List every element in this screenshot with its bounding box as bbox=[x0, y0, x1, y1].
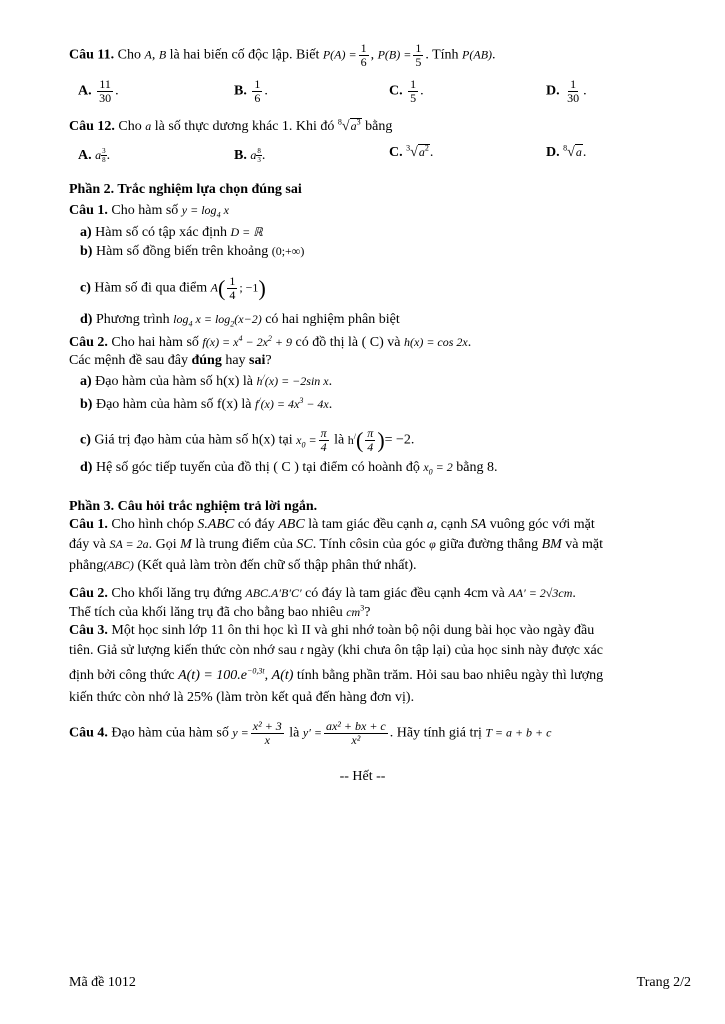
q12-option-d[interactable] bbox=[546, 143, 586, 162]
frac-num: ax² + bx + c bbox=[325, 719, 386, 733]
q11-pb-num: 1 bbox=[415, 41, 422, 55]
text: Cho khối lăng trụ đứng bbox=[111, 586, 242, 601]
x0-eq: = bbox=[308, 432, 317, 447]
text: có đáy bbox=[237, 517, 275, 532]
item-at: tại bbox=[278, 432, 293, 448]
item-frac2 bbox=[365, 427, 375, 454]
item-label: c) bbox=[80, 432, 91, 448]
math: φ bbox=[429, 537, 436, 551]
item-label: a) bbox=[80, 225, 92, 240]
p3-q3-label: Câu 3. bbox=[69, 623, 108, 638]
p3-q4-frac2 bbox=[324, 720, 388, 747]
text: giữa đường thẳng bbox=[439, 537, 539, 552]
item-label: a) bbox=[80, 374, 92, 389]
q11-pa-frac bbox=[359, 42, 369, 69]
item-end: . bbox=[328, 397, 333, 412]
p2-q2-end: . bbox=[467, 335, 472, 350]
text: phẳng bbox=[69, 558, 104, 573]
x0: x bbox=[423, 460, 429, 474]
text: là tam giác đều cạnh bbox=[308, 517, 424, 532]
p3-q3-l2 bbox=[69, 641, 603, 660]
item-text: Hàm số đi qua điểm bbox=[94, 280, 208, 296]
frac-den: x² bbox=[351, 733, 361, 747]
q12-option-a[interactable] bbox=[78, 146, 110, 170]
root-exp: 2 bbox=[424, 143, 429, 153]
root-base: a bbox=[418, 145, 425, 159]
option-exp-frac bbox=[256, 147, 262, 164]
p2-q1-func bbox=[181, 203, 229, 220]
p2-q1-c[interactable]: c) Hàm số đi qua điểm A( $\frac{1}{4}$ ; −1) bbox=[80, 274, 266, 302]
expr-prime: / bbox=[262, 373, 265, 382]
option-exp-frac bbox=[101, 147, 107, 164]
q11-option-d[interactable] bbox=[546, 78, 587, 105]
math: y′ = bbox=[302, 725, 322, 740]
p2-q2-f bbox=[202, 335, 292, 349]
math: SA = 2a bbox=[109, 537, 149, 551]
p2-q2-label: Câu 2. bbox=[69, 335, 108, 350]
prompt-true: đúng bbox=[191, 353, 222, 368]
x0: x bbox=[296, 432, 302, 447]
eq-lhs: log bbox=[173, 312, 189, 326]
option-letter: C. bbox=[389, 83, 403, 99]
text: tính bằng phần trăm. Hỏi sau bao nhiêu ngày thì lượng bbox=[296, 668, 604, 683]
item-label: c) bbox=[80, 280, 91, 296]
text: định bởi công thức bbox=[69, 668, 175, 683]
text: tiên. Giả sử lượng kiến thức còn nhớ sau bbox=[69, 643, 297, 658]
p3-q4-frac1 bbox=[251, 720, 284, 747]
p3-q1-label: Câu 1. bbox=[69, 517, 108, 532]
option-dot: . bbox=[261, 148, 266, 163]
item-eq bbox=[173, 312, 262, 329]
x0-sub: 0 bbox=[428, 467, 433, 477]
q11-line bbox=[69, 42, 496, 69]
q11-var-a: A bbox=[144, 47, 152, 62]
q11-mid: là hai biến cố độc lập. Biết bbox=[169, 47, 320, 63]
q11-intro: Cho bbox=[117, 47, 141, 63]
item-x0 bbox=[296, 432, 317, 450]
text: . Gọi bbox=[148, 537, 177, 552]
f-e2: 2 bbox=[267, 334, 272, 343]
eq-mid: x = log bbox=[195, 312, 231, 326]
p2-q2-mid: có đồ thị là ( C) và bbox=[295, 335, 401, 350]
q12-option-b[interactable] bbox=[234, 146, 265, 170]
text: vuông góc với mặt bbox=[489, 517, 595, 532]
option-dot: . bbox=[264, 83, 268, 99]
option-dot: . bbox=[582, 145, 587, 160]
option-num: 3 bbox=[102, 147, 106, 155]
p2-q1-line bbox=[69, 201, 229, 220]
p2-q2-text: Cho hai hàm số bbox=[111, 335, 199, 350]
option-root: $^3√a^2$ bbox=[406, 143, 429, 160]
option-root: $^8$√a bbox=[563, 143, 582, 160]
text: là bbox=[289, 725, 300, 741]
math: a bbox=[426, 517, 434, 532]
text: (Kết quả làm tròn đến chữ số thập phân thứ nhất). bbox=[137, 558, 417, 573]
q11-option-c[interactable] bbox=[389, 78, 424, 105]
x0-sub: 0 bbox=[301, 440, 306, 450]
option-letter: B. bbox=[234, 148, 247, 163]
option-frac bbox=[252, 78, 262, 105]
part3-title: Phần 3. Câu hỏi trắc nghiệm trả lời ngắn. bbox=[69, 499, 318, 514]
item-fn: f(x) bbox=[216, 397, 238, 412]
option-letter: A. bbox=[78, 83, 92, 99]
q12-end: bằng bbox=[365, 119, 393, 134]
p3-q3-l3 bbox=[69, 667, 603, 685]
text: có đáy là tam giác đều cạnh 4cm và bbox=[305, 586, 505, 601]
p2-q2-h: h(x) = cos 2x bbox=[404, 335, 468, 349]
math: T = a + b + c bbox=[485, 725, 552, 740]
option-num: 1 bbox=[410, 77, 417, 91]
item-expr bbox=[257, 374, 329, 388]
text: và mặt bbox=[565, 537, 604, 552]
p2-q2-line bbox=[69, 333, 471, 352]
item-text: Hệ số góc tiếp tuyến của đồ thị ( C ) tại điểm có hoành độ bbox=[95, 460, 420, 475]
item-rest: ; −1 bbox=[239, 280, 259, 295]
q12-root: $^8√a^3$ bbox=[337, 117, 361, 134]
item-text: Giá trị đạo hàm của hàm số bbox=[94, 432, 249, 448]
item-text: Hàm số có tập xác định bbox=[95, 225, 227, 240]
p3-q3-l4 bbox=[69, 689, 414, 707]
q11-option-a[interactable] bbox=[78, 78, 119, 105]
option-den: 3 bbox=[257, 156, 261, 164]
f-e1: 4 bbox=[238, 334, 243, 343]
f-expr: f(x) = x bbox=[202, 335, 239, 349]
item-end: . bbox=[328, 374, 333, 389]
option-frac bbox=[565, 78, 581, 105]
f-end: + 9 bbox=[271, 335, 293, 349]
math: A(t) bbox=[271, 668, 294, 683]
item-text: Phương trình bbox=[95, 312, 170, 327]
option-base: a bbox=[95, 148, 102, 162]
q12-option-c[interactable] bbox=[389, 143, 433, 162]
option-letter: D. bbox=[546, 83, 560, 99]
item-res: = −2. bbox=[384, 432, 415, 448]
text: Cho hình chóp bbox=[111, 517, 194, 532]
item-text: Hàm số đồng biến trên khoảng bbox=[95, 244, 269, 259]
part2-title: Phần 2. Trắc nghiệm lựa chọn đúng sai bbox=[69, 182, 302, 197]
prompt-false: sai bbox=[249, 353, 266, 368]
option-den: 8 bbox=[102, 156, 106, 164]
text: là trung điểm của bbox=[195, 537, 293, 552]
p3-q1-l2 bbox=[69, 535, 603, 554]
item-x0 bbox=[423, 460, 453, 477]
option-den: 30 bbox=[567, 91, 580, 105]
text: . Hãy tính giá trị bbox=[389, 725, 482, 741]
text: Thể tích của khối lăng trụ đã cho bằng bao nhiêu bbox=[69, 605, 343, 620]
p2-q2-b[interactable] bbox=[80, 395, 332, 414]
q11-pa-num: 1 bbox=[360, 41, 367, 55]
expr-pre: h bbox=[256, 374, 263, 388]
option-dot: . bbox=[115, 83, 119, 99]
q11-pab: P(AB) bbox=[462, 47, 493, 62]
option-frac bbox=[97, 78, 113, 105]
q12-label: Câu 12. bbox=[69, 119, 115, 134]
frac-num: x² + 3 bbox=[252, 719, 282, 733]
math: (ABC) bbox=[103, 558, 134, 572]
q11-pb-den: 5 bbox=[415, 55, 422, 69]
prompt-mid: hay bbox=[225, 353, 246, 368]
option-den: 30 bbox=[99, 91, 112, 105]
root-index: 8 bbox=[337, 117, 342, 127]
hp-prime: / bbox=[353, 431, 356, 441]
frac-den: x bbox=[264, 733, 270, 747]
math-exp: −0,3t bbox=[247, 666, 265, 676]
x0-val: = 2 bbox=[435, 460, 453, 474]
item-expr: D = ℝ bbox=[230, 225, 263, 239]
text: kiến thức còn nhớ là 25% (làm tròn kết quả đến hàng đơn vị). bbox=[69, 690, 415, 705]
item-end: bằng 8. bbox=[456, 460, 498, 475]
expr-prime: / bbox=[258, 396, 261, 405]
q11-pa-den: 6 bbox=[360, 55, 367, 69]
math: SA bbox=[470, 517, 487, 532]
item-den: 4 bbox=[320, 440, 327, 454]
hp: h bbox=[347, 432, 354, 447]
text: Một học sinh lớp 11 ôn thi học kì II và ghi nhớ toàn bộ nội dung bài học vào ngày đầu bbox=[111, 623, 595, 638]
item-text: Đạo hàm của hàm số bbox=[95, 374, 213, 389]
root-base: a bbox=[350, 119, 357, 133]
q11-var-b: B bbox=[158, 47, 167, 62]
p2-q1-label: Câu 1. bbox=[69, 203, 108, 218]
item-label: d) bbox=[80, 460, 93, 475]
option-letter: D. bbox=[546, 145, 560, 160]
item-label: b) bbox=[80, 244, 93, 259]
math: y = bbox=[232, 725, 249, 740]
text: Đạo hàm của hàm số bbox=[111, 725, 229, 741]
text: đáy và bbox=[69, 537, 106, 552]
option-letter: A. bbox=[78, 148, 92, 163]
item-frac bbox=[227, 275, 237, 302]
item-expr bbox=[255, 397, 329, 411]
p3-q2-label: Câu 2. bbox=[69, 586, 108, 601]
text: . bbox=[572, 586, 576, 601]
item-num: 1 bbox=[229, 274, 236, 288]
item-is: là bbox=[242, 374, 254, 389]
p2-q1-text: Cho hàm số bbox=[111, 203, 179, 218]
root-index: 3 bbox=[406, 143, 411, 153]
p3-q4-label: Câu 4. bbox=[69, 725, 108, 741]
item-frac bbox=[319, 427, 329, 454]
func-lhs: y = log bbox=[181, 203, 217, 217]
math: BM bbox=[541, 537, 562, 552]
f-mid: − 2x bbox=[242, 335, 268, 349]
p3-q2-l1 bbox=[69, 584, 576, 603]
expr-e1: 3 bbox=[299, 396, 304, 405]
text: . Tính côsin của góc bbox=[312, 537, 426, 552]
item-end: có hai nghiệm phân biệt bbox=[265, 312, 400, 327]
q11-label: Câu 11. bbox=[69, 47, 115, 63]
p2-q2-d[interactable] bbox=[80, 458, 497, 477]
math: t bbox=[300, 643, 304, 657]
root-base: a bbox=[575, 145, 582, 159]
item-is: là bbox=[334, 432, 345, 448]
option-num: 11 bbox=[99, 77, 111, 91]
root-index: 8 bbox=[563, 143, 568, 153]
q11-pb: P(B) = bbox=[377, 47, 412, 62]
func-base: 4 bbox=[216, 210, 221, 220]
p3-q1-l3 bbox=[69, 556, 417, 575]
option-dot: . bbox=[420, 83, 424, 99]
option-base: a bbox=[250, 148, 257, 162]
func-arg: x bbox=[223, 203, 229, 217]
option-den: 5 bbox=[410, 91, 417, 105]
q12-intro: Cho bbox=[118, 119, 142, 134]
item-fn: h(x) bbox=[216, 374, 240, 389]
option-dot: . bbox=[106, 148, 111, 163]
item-is: là bbox=[241, 397, 252, 412]
item-den: 4 bbox=[367, 440, 374, 454]
end-mark: -- Hết -- bbox=[339, 769, 386, 784]
eq-lhs-base: 4 bbox=[188, 319, 193, 329]
option-den: 6 bbox=[254, 91, 261, 105]
p2-q2-prompt bbox=[69, 352, 272, 370]
text: ? bbox=[364, 605, 371, 620]
math: ABC.A′B′C′ bbox=[245, 586, 302, 600]
q11-end: . bbox=[492, 47, 496, 63]
q12-line bbox=[69, 117, 392, 136]
item-expr: (0;+∞) bbox=[271, 244, 305, 258]
root-exp: 3 bbox=[356, 117, 361, 127]
p3-q2-l2 bbox=[69, 603, 370, 622]
p2-q1-b[interactable] bbox=[80, 242, 304, 261]
q11-pa: P(A) = bbox=[322, 47, 357, 62]
text: , cạnh bbox=[433, 517, 468, 532]
math: A(t) = 100.e bbox=[178, 668, 248, 683]
q11-pb-frac bbox=[413, 42, 423, 69]
option-dot: . bbox=[429, 145, 434, 160]
math: ABC bbox=[278, 517, 305, 532]
eq-rhs: (x−2) bbox=[234, 312, 262, 326]
item-num: π bbox=[367, 426, 374, 440]
item-num: π bbox=[320, 426, 327, 440]
item-fn: h(x) bbox=[251, 432, 276, 448]
eq-rhs-base: 2 bbox=[230, 319, 235, 329]
option-dot: . bbox=[583, 83, 587, 99]
item-point: A bbox=[210, 280, 218, 295]
q11-comma: , bbox=[151, 47, 156, 63]
math: M bbox=[180, 537, 192, 552]
math-exp: 3 bbox=[360, 603, 365, 613]
expr-end: − 4x bbox=[303, 397, 329, 411]
p3-q3-l1 bbox=[69, 622, 594, 640]
p3-q1-l1 bbox=[69, 516, 595, 534]
p2-q1-a[interactable] bbox=[80, 223, 263, 242]
math: AA′ = 2√3cm bbox=[508, 586, 573, 600]
option-letter: C. bbox=[389, 145, 403, 160]
expr-mid: (x) = 4x bbox=[260, 397, 300, 411]
footer-code: Mã đề 1012 bbox=[69, 975, 136, 990]
option-letter: B. bbox=[234, 83, 247, 99]
p2-q2-a[interactable] bbox=[80, 372, 332, 391]
math: S.ABC bbox=[197, 517, 235, 532]
q11-sep: , bbox=[370, 47, 375, 63]
p2-q1-d[interactable] bbox=[80, 310, 400, 329]
expr-body: (x) = −2sin x bbox=[264, 374, 329, 388]
text: ngày (khi chưa ôn tập lại) của học sinh này được xác bbox=[307, 643, 603, 658]
text: , bbox=[264, 668, 269, 683]
p2-q2-c[interactable]: c) Giá trị đạo hàm của hàm số h(x) tại $x_0$ = $\frac{\pi}{4}$ là h/( $\frac{\pi}{4}$ )= −2. bbox=[80, 426, 415, 454]
math: cm bbox=[346, 605, 361, 619]
option-frac bbox=[408, 78, 418, 105]
math: SC bbox=[296, 537, 313, 552]
item-text: Đạo hàm của hàm số bbox=[95, 397, 214, 412]
item-label: b) bbox=[80, 397, 93, 412]
option-num: 1 bbox=[254, 77, 261, 91]
q11-ask: . Tính bbox=[425, 47, 459, 63]
item-hp bbox=[348, 433, 356, 447]
option-num: 8 bbox=[257, 147, 261, 155]
prompt-pre: Các mệnh đề sau đây bbox=[69, 353, 188, 368]
p3-q4-line bbox=[69, 720, 551, 747]
q12-var: a bbox=[145, 119, 152, 133]
expr-pre: f bbox=[254, 397, 259, 411]
prompt-end: ? bbox=[265, 353, 272, 368]
q12-mid: là số thực dương khác 1. Khi đó bbox=[154, 119, 335, 134]
option-num: 1 bbox=[570, 77, 577, 91]
item-den: 4 bbox=[229, 288, 236, 302]
q11-option-b[interactable] bbox=[234, 78, 268, 105]
item-label: d) bbox=[80, 312, 93, 327]
footer-page: Trang 2/2 bbox=[636, 975, 691, 990]
